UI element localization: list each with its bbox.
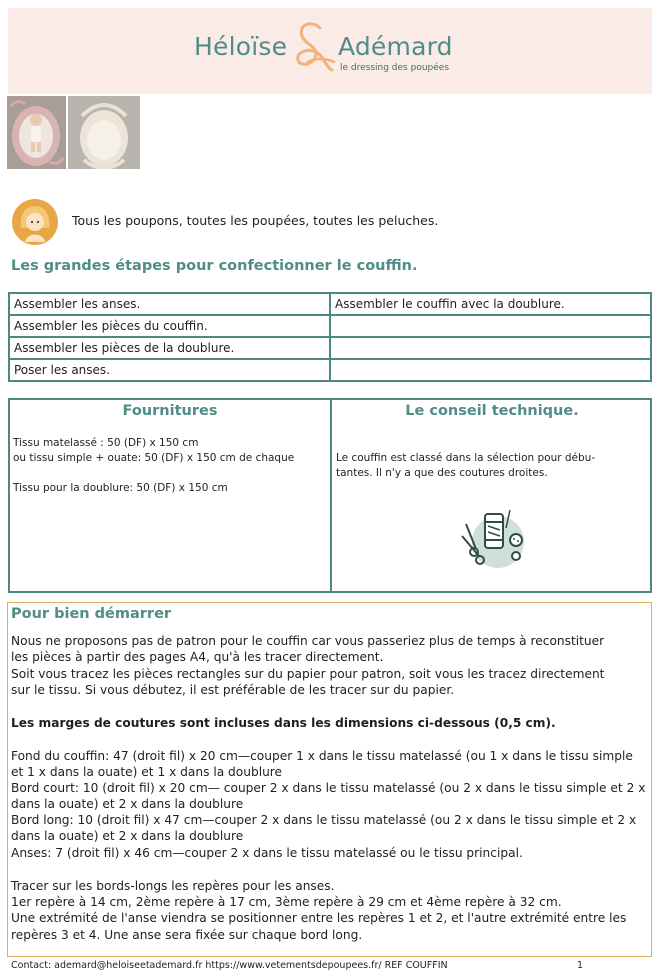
footer-contact[interactable]: Contact: ademard@heloiseetademard.fr https://www.vetementsdepoupees.fr/ REF COUFFIN [11, 960, 448, 971]
supplies-tip-box [8, 398, 652, 593]
body-line: Nous ne proposons pas de patron pour le couffin car vous passeriez plus de temps à reconstituer [11, 634, 605, 648]
brand-tagline: le dressing des poupées [340, 63, 450, 73]
table-cell [330, 315, 651, 337]
body-line: Anses: 7 (droit fil) x 46 cm—couper 2 x dans le tissu matelassé ou le tissu principal. [11, 846, 523, 860]
steps-title: Les grandes étapes pour confectionner le couffin. [11, 258, 418, 274]
supply-line: Tissu pour la doublure: 50 (DF) x 150 cm [13, 482, 228, 494]
intro-text: Tous les poupons, toutes les poupées, toutes les peluches. [72, 213, 439, 228]
body-line: repères 3 et 4. Une anse sera fixée sur chaque bord long. [11, 928, 363, 942]
table-cell: Assembler le couffin avec la doublure. [330, 293, 651, 315]
getting-started-title: Pour bien démarrer [11, 606, 172, 622]
brand-name-right: Adémard [338, 32, 453, 61]
body-line: Fond du couffin: 47 (droit fil) x 20 cm—couper 1 x dans le tissu matelassé (ou 1 x dans le tissu simple [11, 749, 633, 763]
seam-allowance-note: Les marges de coutures sont incluses dans les dimensions ci-dessous (0,5 cm). [11, 716, 556, 730]
table-row [9, 315, 651, 337]
body-line: Une extrémité de l'anse viendra se positionner entre les repères 1 et 2, et l'autre extrémité entre les [11, 911, 627, 925]
table-row [9, 337, 651, 359]
brand-logo[interactable] [190, 18, 480, 82]
table-row [9, 293, 651, 315]
table-cell [330, 337, 651, 359]
tip-line: Le couffin est classé dans la sélection pour débu- [336, 452, 596, 464]
table-cell: Assembler les anses. [9, 293, 330, 315]
body-line: Soit vous tracez les pièces rectangles sur du papier pour patron, soit vous les tracez directement [11, 667, 605, 681]
body-line: 1er repère à 14 cm, 2ème repère à 17 cm, 3ème repère à 29 cm et 4ème repère à 32 cm. [11, 895, 562, 909]
body-line: Tracer sur les bords-longs les repères pour les anses. [11, 879, 335, 893]
tip-title: Le conseil technique. [405, 403, 579, 419]
table-cell: Assembler les pièces du couffin. [9, 315, 330, 337]
ampersand-logo-icon [286, 18, 338, 82]
supply-line: ou tissu simple + ouate: 50 (DF) x 150 cm de chaque [13, 452, 295, 464]
supply-line: Tissu matelassé : 50 (DF) x 150 cm [13, 437, 199, 449]
column-divider [330, 400, 332, 591]
table-cell: Poser les anses. [9, 359, 330, 381]
body-line: Bord long: 10 (droit fil) x 47 cm—couper 2 x dans le tissu matelassé (ou 2 x dans le tissu simple et 2 x [11, 813, 637, 827]
tip-text [336, 451, 636, 481]
brand-name-left: Héloïse [194, 32, 288, 61]
body-line: et 1 x dans la ouate) et 1 x dans la doublure [11, 765, 283, 779]
empty-bassinet-photo [68, 96, 140, 169]
body-line: Bord court: 10 (droit fil) x 20 cm— couper 2 x dans le tissu matelassé (ou 2 x dans le tissu simple et 2 x [11, 781, 646, 795]
sewing-kit-icon [458, 504, 528, 570]
table-row [9, 359, 651, 381]
steps-table [8, 292, 652, 382]
body-line: dans la ouate) et 2 x dans la doublure [11, 797, 244, 811]
doll-avatar-icon [11, 198, 59, 246]
supplies-title: Fournitures [122, 403, 218, 419]
page-number: 1 [577, 960, 584, 971]
body-line: les pièces à partir des pages A4, qu'à les tracer directement. [11, 650, 384, 664]
doll-in-bassinet-photo [7, 96, 66, 169]
tip-line: tantes. Il n'y a que des coutures droites. [336, 467, 548, 479]
body-line: sur le tissu. Si vous débutez, il est préférable de les tracer sur du papier. [11, 683, 455, 697]
table-cell [330, 359, 651, 381]
table-cell: Assembler les pièces de la doublure. [9, 337, 330, 359]
body-line: dans la ouate) et 2 x dans la doublure [11, 829, 244, 843]
